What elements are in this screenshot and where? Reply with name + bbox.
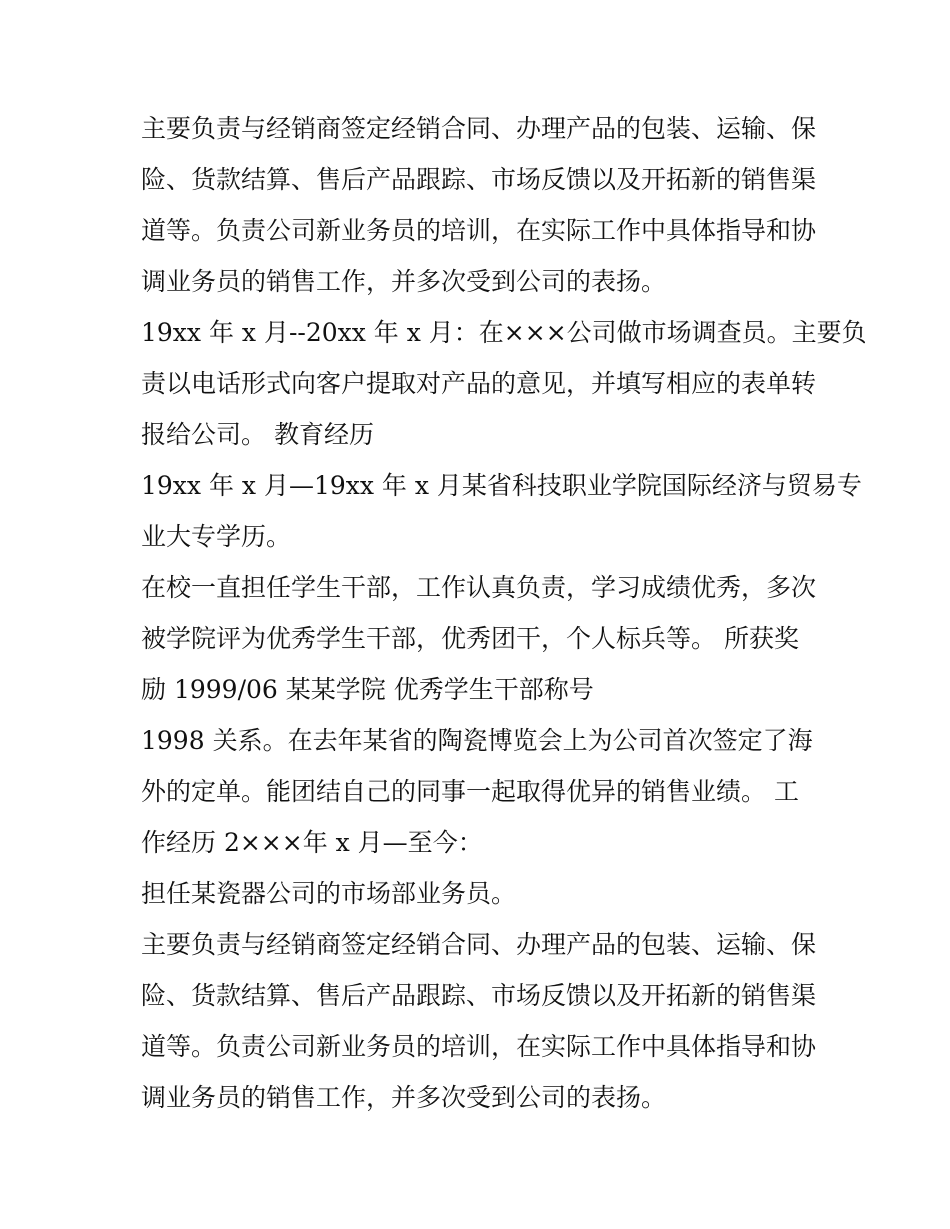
text-line: 外的定单。能团结自己的同事一起取得优异的销售业绩。 工 bbox=[141, 777, 799, 806]
text-line: 调业务员的销售工作，并多次受到公司的表扬。 bbox=[141, 267, 667, 296]
text-line: 道等。负责公司新业务员的培训，在实际工作中具体指导和协 bbox=[141, 1032, 817, 1061]
text-line: 报给公司。 教育经历 bbox=[141, 420, 374, 449]
text-line: 励 1999/06 某某学院 优秀学生干部称号 bbox=[141, 675, 594, 704]
text-line: 责以电话形式向客户提取对产品的意见，并填写相应的表单转 bbox=[141, 369, 817, 398]
text-line: 险、货款结算、售后产品跟踪、市场反馈以及开拓新的销售渠 bbox=[141, 981, 817, 1010]
text-line: 作经历 2×××年 x 月—至今： bbox=[141, 828, 483, 857]
text-line: 在校一直担任学生干部，工作认真负责，学习成绩优秀，多次 bbox=[141, 573, 817, 602]
text-line: 担任某瓷器公司的市场部业务员。 bbox=[141, 879, 517, 908]
text-line: 险、货款结算、售后产品跟踪、市场反馈以及开拓新的销售渠 bbox=[141, 165, 817, 194]
text-line: 主要负责与经销商签定经销合同、办理产品的包装、运输、保 bbox=[141, 930, 817, 959]
text-line: 业大专学历。 bbox=[141, 522, 292, 551]
text-line: 道等。负责公司新业务员的培训，在实际工作中具体指导和协 bbox=[141, 216, 817, 245]
text-line: 主要负责与经销商签定经销合同、办理产品的包装、运输、保 bbox=[141, 114, 817, 143]
text-line: 19xx 年 x 月—19xx 年 x 月某省科技职业学院国际经济与贸易专 bbox=[141, 471, 862, 500]
text-line: 被学院评为优秀学生干部，优秀团干，个人标兵等。 所获奖 bbox=[141, 624, 799, 653]
text-line: 19xx 年 x 月--20xx 年 x 月：在×××公司做市场调查员。主要负 bbox=[141, 318, 867, 347]
text-line: 调业务员的销售工作，并多次受到公司的表扬。 bbox=[141, 1083, 667, 1112]
text-line: 1998 关系。在去年某省的陶瓷博览会上为公司首次签定了海 bbox=[141, 726, 813, 755]
